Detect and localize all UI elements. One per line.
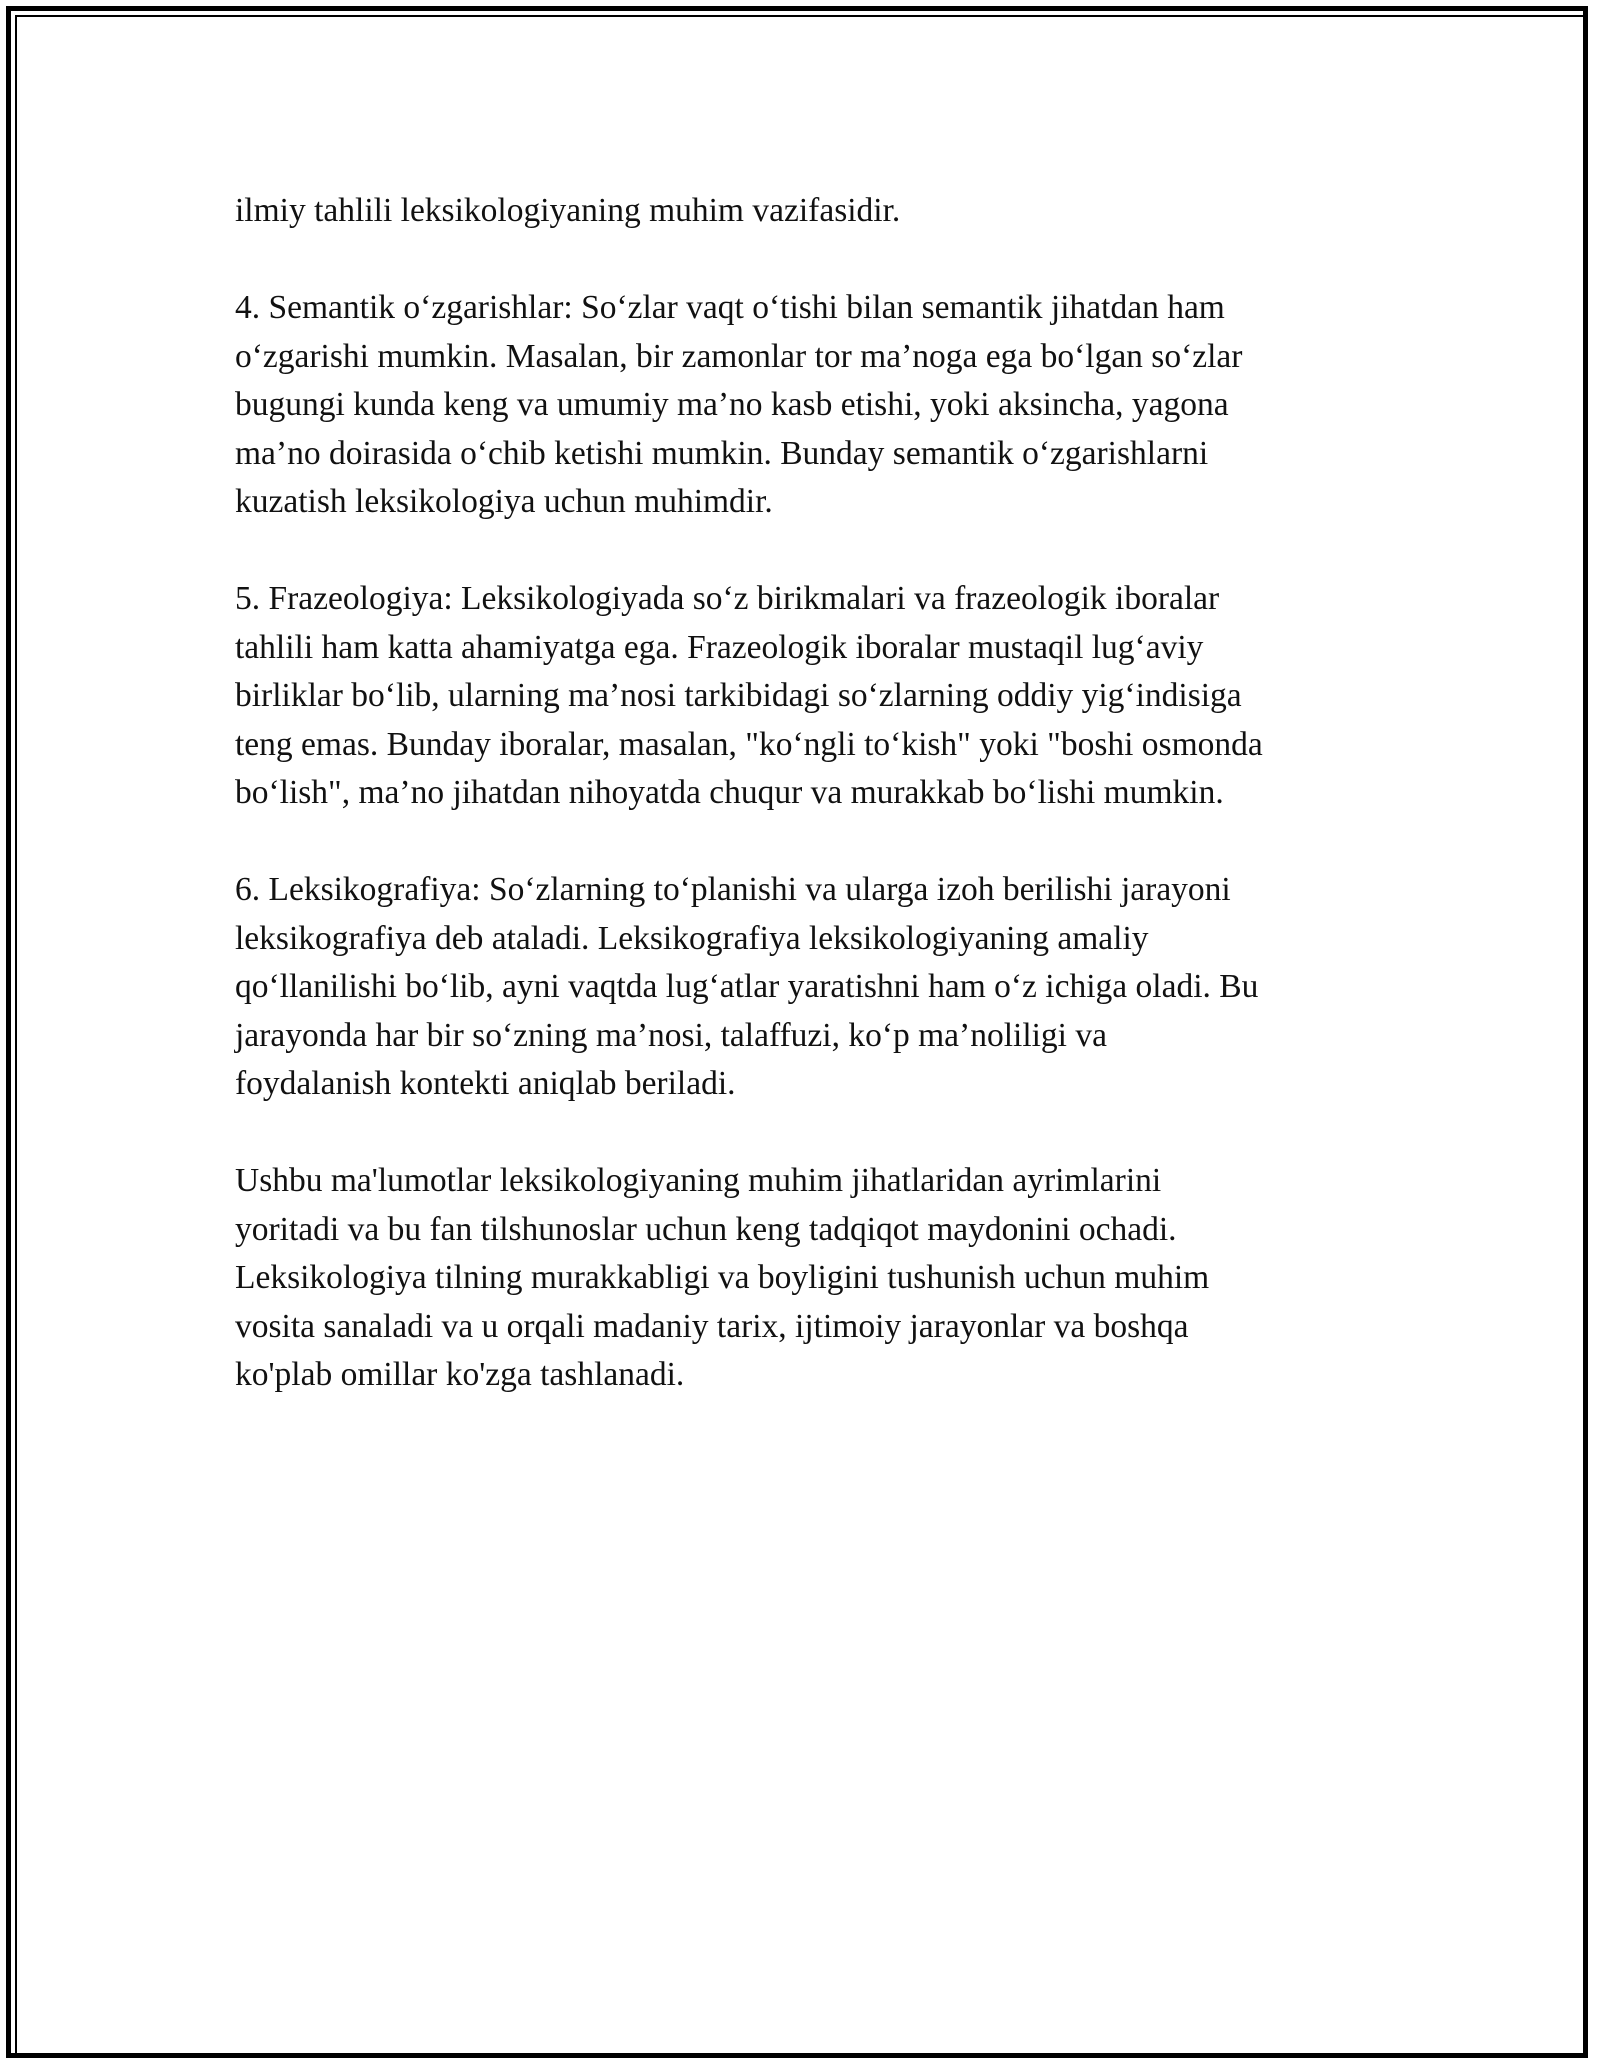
paragraph-semantic-changes	[235, 284, 1385, 527]
text-line: Leksikologiya tilning murakkabligi va boyligini tushunish uchun muhim	[235, 1259, 1210, 1296]
text-line: vosita sanaladi va u orqali madaniy tarix, ijtimoiy jarayonlar va boshqa	[235, 1307, 1189, 1345]
text-line: jarayonda har bir so‘zning ma’nosi, talaffuzi, ko‘p ma’noliligi va	[235, 1016, 1107, 1054]
text-line: o‘zgarishi mumkin. Masalan, bir zamonlar tor ma’noga ega bo‘lgan so‘zlar	[235, 337, 1243, 375]
text-line: teng emas. Bunday iboralar, masalan, "ko‘ngli to‘kish" yoki "boshi osmonda	[235, 725, 1263, 763]
text-line: leksikografiya deb ataladi. Leksikografiya leksikologiyaning amaliy	[235, 919, 1149, 957]
text-line: 5. Frazeologiya: Leksikologiyada so‘z birikmalari va frazeologik iboralar	[235, 580, 1220, 617]
text-line: ilmiy tahlili leksikologiyaning muhim vazifasidir.	[235, 192, 901, 229]
text-line: bugungi kunda keng va umumiy ma’no kasb etishi, yoki aksincha, yagona	[235, 386, 1229, 423]
paragraph-conclusion	[235, 1157, 1385, 1400]
document-body	[235, 187, 1385, 1400]
text-line: bo‘lish", ma’no jihatdan nihoyatda chuqur va murakkab bo‘lishi mumkin.	[235, 774, 1224, 811]
text-line: foydalanish kontekti aniqlab beriladi.	[235, 1065, 736, 1102]
text-line: ma’no doirasida o‘chib ketishi mumkin. Bunday semantik o‘zgarishlarni	[235, 434, 1209, 472]
text-line: yoritadi va bu fan tilshunoslar uchun keng tadqiqot maydonini ochadi.	[235, 1210, 1177, 1248]
text-line: qo‘llanilishi bo‘lib, ayni vaqtda lug‘atlar yaratishni ham o‘z ichiga oladi. Bu	[235, 968, 1259, 1005]
paragraph-phraseology	[235, 575, 1385, 818]
text-line: ko'plab omillar ko'zga tashlanadi.	[235, 1356, 685, 1393]
text-line: birliklar bo‘lib, ularning ma’nosi tarkibidagi so‘zlarning oddiy yig‘indisiga	[235, 677, 1242, 714]
text-line: Ushbu ma'lumotlar leksikologiyaning muhim jihatlaridan ayrimlarini	[235, 1162, 1162, 1199]
text-line: kuzatish leksikologiya uchun muhimdir.	[235, 483, 773, 520]
paragraph-lexicography	[235, 866, 1385, 1109]
paragraph-continuation	[235, 187, 1385, 236]
text-line: 6. Leksikografiya: So‘zlarning to‘planishi va ularga izoh berilishi jarayoni	[235, 871, 1231, 908]
text-line: tahlili ham katta ahamiyatga ega. Frazeologik iboralar mustaqil lug‘aviy	[235, 628, 1204, 666]
text-line: 4. Semantik o‘zgarishlar: So‘zlar vaqt o‘tishi bilan semantik jihatdan ham	[235, 289, 1225, 326]
